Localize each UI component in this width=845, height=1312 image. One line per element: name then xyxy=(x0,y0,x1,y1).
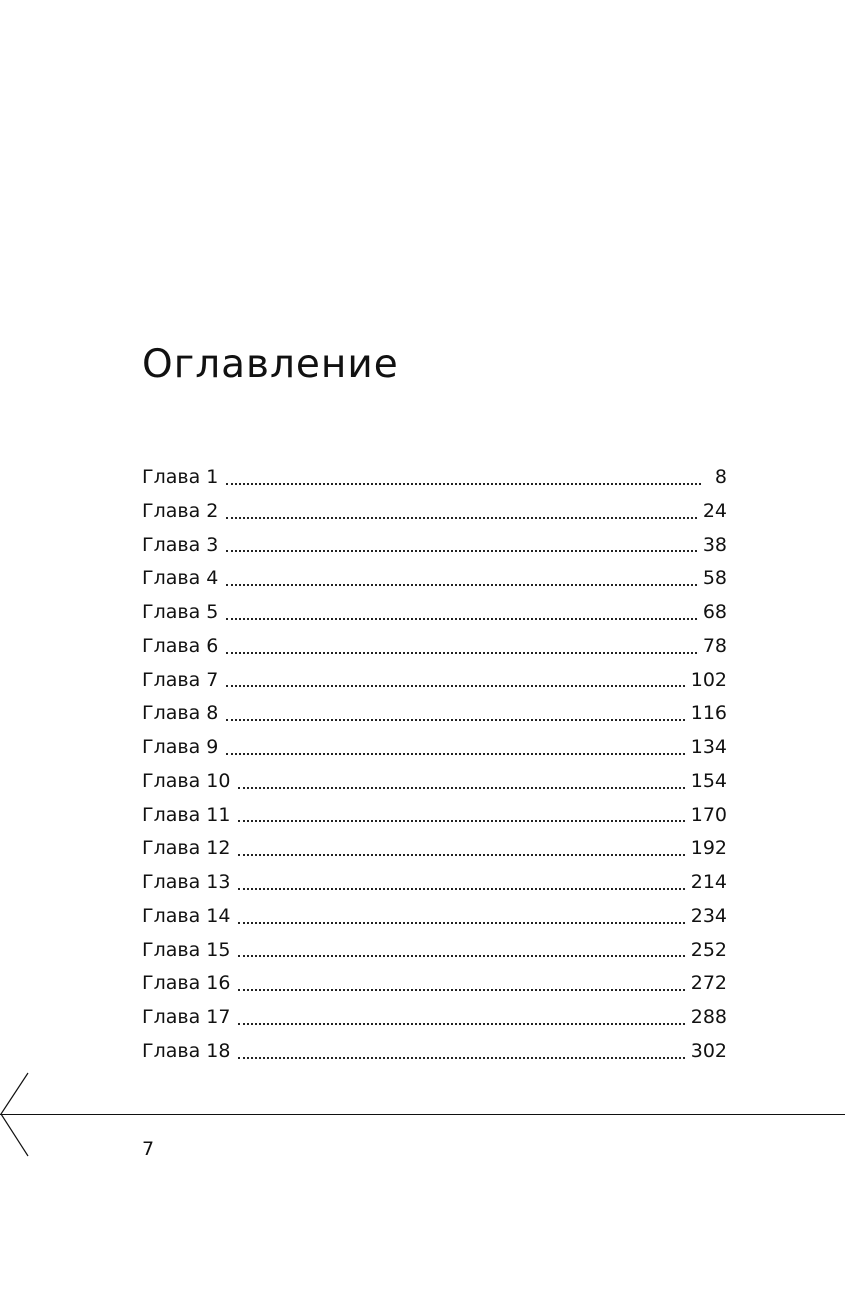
toc-chapter-label: Глава 4 xyxy=(142,567,219,590)
toc-chapter-label: Глава 3 xyxy=(142,533,219,556)
toc-entry[interactable] xyxy=(142,967,727,1001)
footer-divider xyxy=(0,1114,845,1115)
toc-chapter-label: Глава 16 xyxy=(142,972,231,995)
table-of-contents xyxy=(142,461,727,1069)
toc-entry[interactable] xyxy=(142,900,727,934)
toc-entry[interactable] xyxy=(142,832,727,866)
toc-page-number: 116 xyxy=(690,702,727,725)
toc-chapter-label: Глава 2 xyxy=(142,499,219,522)
toc-page-number: 78 xyxy=(702,634,727,657)
toc-chapter-label: Глава 15 xyxy=(142,938,231,961)
toc-dot-leader xyxy=(226,483,701,485)
toc-chapter-label: Глава 7 xyxy=(142,668,219,691)
toc-entry[interactable] xyxy=(142,697,727,731)
toc-page-number: 234 xyxy=(690,904,727,927)
toc-chapter-label: Глава 12 xyxy=(142,837,231,860)
toc-entry[interactable] xyxy=(142,731,727,765)
toc-page-number: 154 xyxy=(690,769,727,792)
toc-chapter-label: Глава 9 xyxy=(142,736,219,758)
toc-page-number: 68 xyxy=(702,601,727,623)
toc-dot-leader xyxy=(238,989,684,991)
toc-chapter-label: Глава 8 xyxy=(142,702,219,725)
toc-entry[interactable] xyxy=(142,1001,727,1035)
toc-page-number: 192 xyxy=(690,837,727,860)
toc-chapter-label: Глава 1 xyxy=(142,466,219,488)
toc-entry[interactable] xyxy=(142,934,727,968)
toc-page-number: 58 xyxy=(702,567,727,590)
toc-page-number: 38 xyxy=(702,533,727,556)
toc-chapter-label: Глава 11 xyxy=(142,803,231,826)
toc-dot-leader xyxy=(238,854,684,856)
toc-dot-leader xyxy=(238,1023,684,1025)
toc-page-number: 102 xyxy=(690,668,727,691)
arrow-left-icon xyxy=(0,1072,30,1158)
toc-chapter-label: Глава 17 xyxy=(142,1006,231,1028)
toc-page-number: 302 xyxy=(690,1039,727,1062)
toc-page-number: 272 xyxy=(690,972,727,995)
toc-dot-leader xyxy=(226,550,696,552)
toc-dot-leader xyxy=(238,787,684,789)
toc-dot-leader xyxy=(238,955,684,957)
toc-page-number: 134 xyxy=(690,736,727,758)
toc-entry[interactable] xyxy=(142,562,727,596)
page-number: 7 xyxy=(142,1138,155,1160)
toc-dot-leader xyxy=(238,888,684,890)
toc-entry[interactable] xyxy=(142,630,727,664)
toc-chapter-label: Глава 18 xyxy=(142,1039,231,1062)
toc-chapter-label: Глава 6 xyxy=(142,634,219,657)
toc-dot-leader xyxy=(226,685,684,687)
toc-page-number: 24 xyxy=(702,499,727,522)
toc-page-number: 288 xyxy=(690,1006,727,1028)
toc-chapter-label: Глава 5 xyxy=(142,601,219,623)
toc-dot-leader xyxy=(226,719,684,721)
page-title: Оглавление xyxy=(142,342,399,387)
toc-chapter-label: Глава 13 xyxy=(142,871,231,893)
toc-dot-leader xyxy=(238,922,684,924)
toc-dot-leader xyxy=(226,517,696,519)
toc-entry[interactable] xyxy=(142,866,727,900)
toc-page-number: 214 xyxy=(690,871,727,893)
toc-chapter-label: Глава 14 xyxy=(142,904,231,927)
toc-entry[interactable] xyxy=(142,1035,727,1069)
toc-page-number: 170 xyxy=(690,803,727,826)
toc-chapter-label: Глава 10 xyxy=(142,769,231,792)
toc-page-number: 8 xyxy=(714,466,727,488)
toc-entry[interactable] xyxy=(142,495,727,529)
toc-page-number: 252 xyxy=(690,938,727,961)
toc-dot-leader xyxy=(238,1057,684,1059)
toc-entry[interactable] xyxy=(142,596,727,630)
toc-dot-leader xyxy=(226,753,684,755)
toc-dot-leader xyxy=(226,584,696,586)
toc-entry[interactable] xyxy=(142,529,727,563)
toc-entry[interactable] xyxy=(142,799,727,833)
toc-entry[interactable] xyxy=(142,461,727,495)
toc-entry[interactable] xyxy=(142,664,727,698)
toc-dot-leader xyxy=(226,652,696,654)
toc-dot-leader xyxy=(238,820,684,822)
toc-entry[interactable] xyxy=(142,765,727,799)
toc-dot-leader xyxy=(226,618,696,620)
